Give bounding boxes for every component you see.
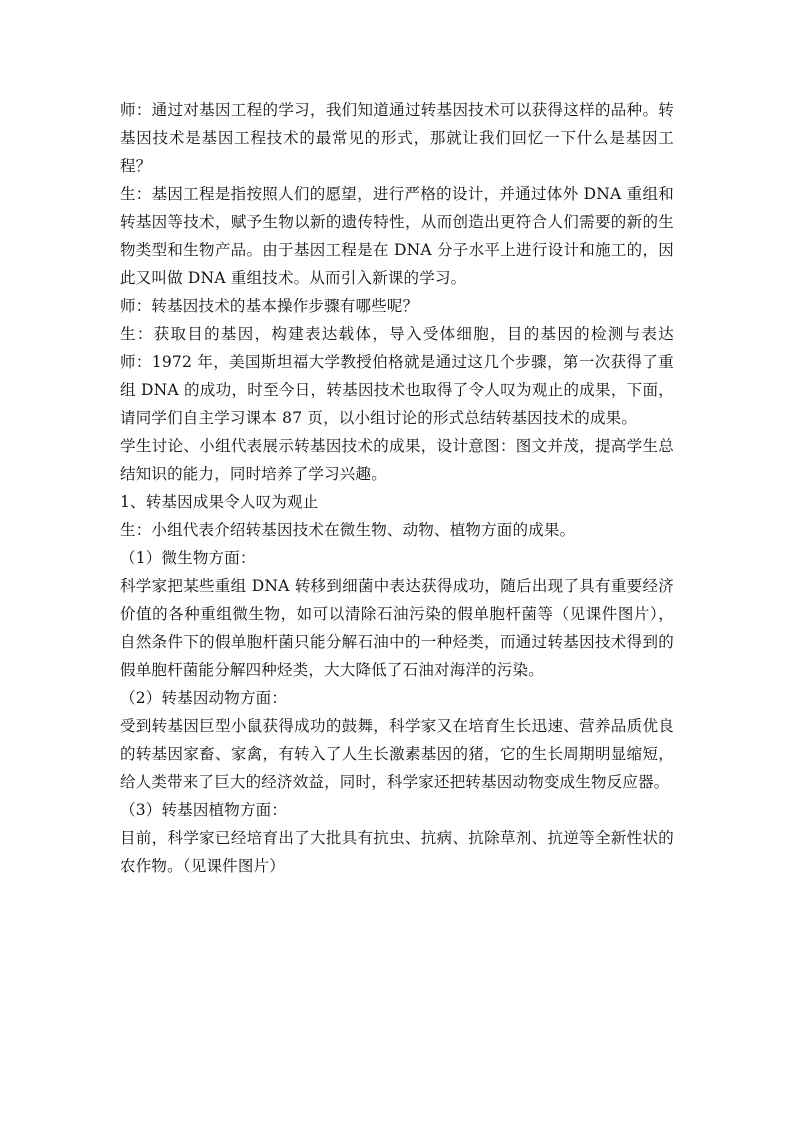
paragraph-plants: 目前，科学家已经培育出了大批具有抗虫、抗病、抗除草剂、抗逆等全新性状的农作物。（见课件图片） xyxy=(120,829,674,875)
paragraph-student-steps: 生：获取目的基因，构建表达载体，导入受体细胞，目的基因的检测与表达 师：1972 年，美国斯坦福大学教授伯格就是通过这几个步骤，第一次获得了重组 DNA 的成功，时至今日，转基因技术也取得了令人叹为观止的成果，下面，请同学们自主学习课本 87 页，以小组讨论的形式总结转基因技术的成果。 xyxy=(120,325,674,427)
paragraph-student-definition: 生：基因工程是指按照人们的愿望，进行严格的设计，并通过体外 DNA 重组和转基因等技术，赋予生物以新的遗传特性，从而创造出更符合人们需要的新的生物类型和生物产品。由于基因工程是在 DNA 分子水平上进行设计和施工的，因此又叫做 DNA 重组技术。从而引入新课的学习。 xyxy=(120,185,674,287)
paragraph-animals: 受到转基因巨型小鼠获得成功的鼓舞，科学家又在培育生长迅速、营养品质优良的转基因家畜、家禽，有转入了人生长激素基因的猪，它的生长周期明显缩短，给人类带来了巨大的经济效益，同时，科学家还把转基因动物变成生物反应器。 xyxy=(120,717,674,791)
section-heading-achievements: 1、转基因成果令人叹为观止 xyxy=(120,493,319,511)
paragraph-microorganisms: 科学家把某些重组 DNA 转移到细菌中表达获得成功，随后出现了具有重要经济价值的各种重组微生物，如可以清除石油污染的假单胞杆菌等（见课件图片），自然条件下的假单胞杆菌只能分解石油中的一种烃类，而通过转基因技术得到的假单胞杆菌能分解四种烃类，大大降低了石油对海洋的污染。 xyxy=(120,577,674,679)
subheading-microorganisms: （1）微生物方面： xyxy=(120,549,256,567)
subheading-plants: （3）转基因植物方面： xyxy=(120,801,288,819)
paragraph-group-intro: 生：小组代表介绍转基因技术在微生物、动物、植物方面的成果。 xyxy=(120,521,576,539)
paragraph-teacher-question: 师：转基因技术的基本操作步骤有哪些呢？ xyxy=(120,297,419,315)
subheading-animals: （2）转基因动物方面： xyxy=(120,689,288,707)
document-body xyxy=(120,96,674,880)
paragraph-teacher-intro: 师：通过对基因工程的学习，我们知道通过转基因技术可以获得这样的品种。转基因技术是基因工程技术的最常见的形式，那就让我们回忆一下什么是基因工程？ xyxy=(120,101,674,175)
paragraph-discussion: 学生讨论、小组代表展示转基因技术的成果，设计意图：图文并茂，提高学生总结知识的能力，同时培养了学习兴趣。 xyxy=(120,437,674,483)
